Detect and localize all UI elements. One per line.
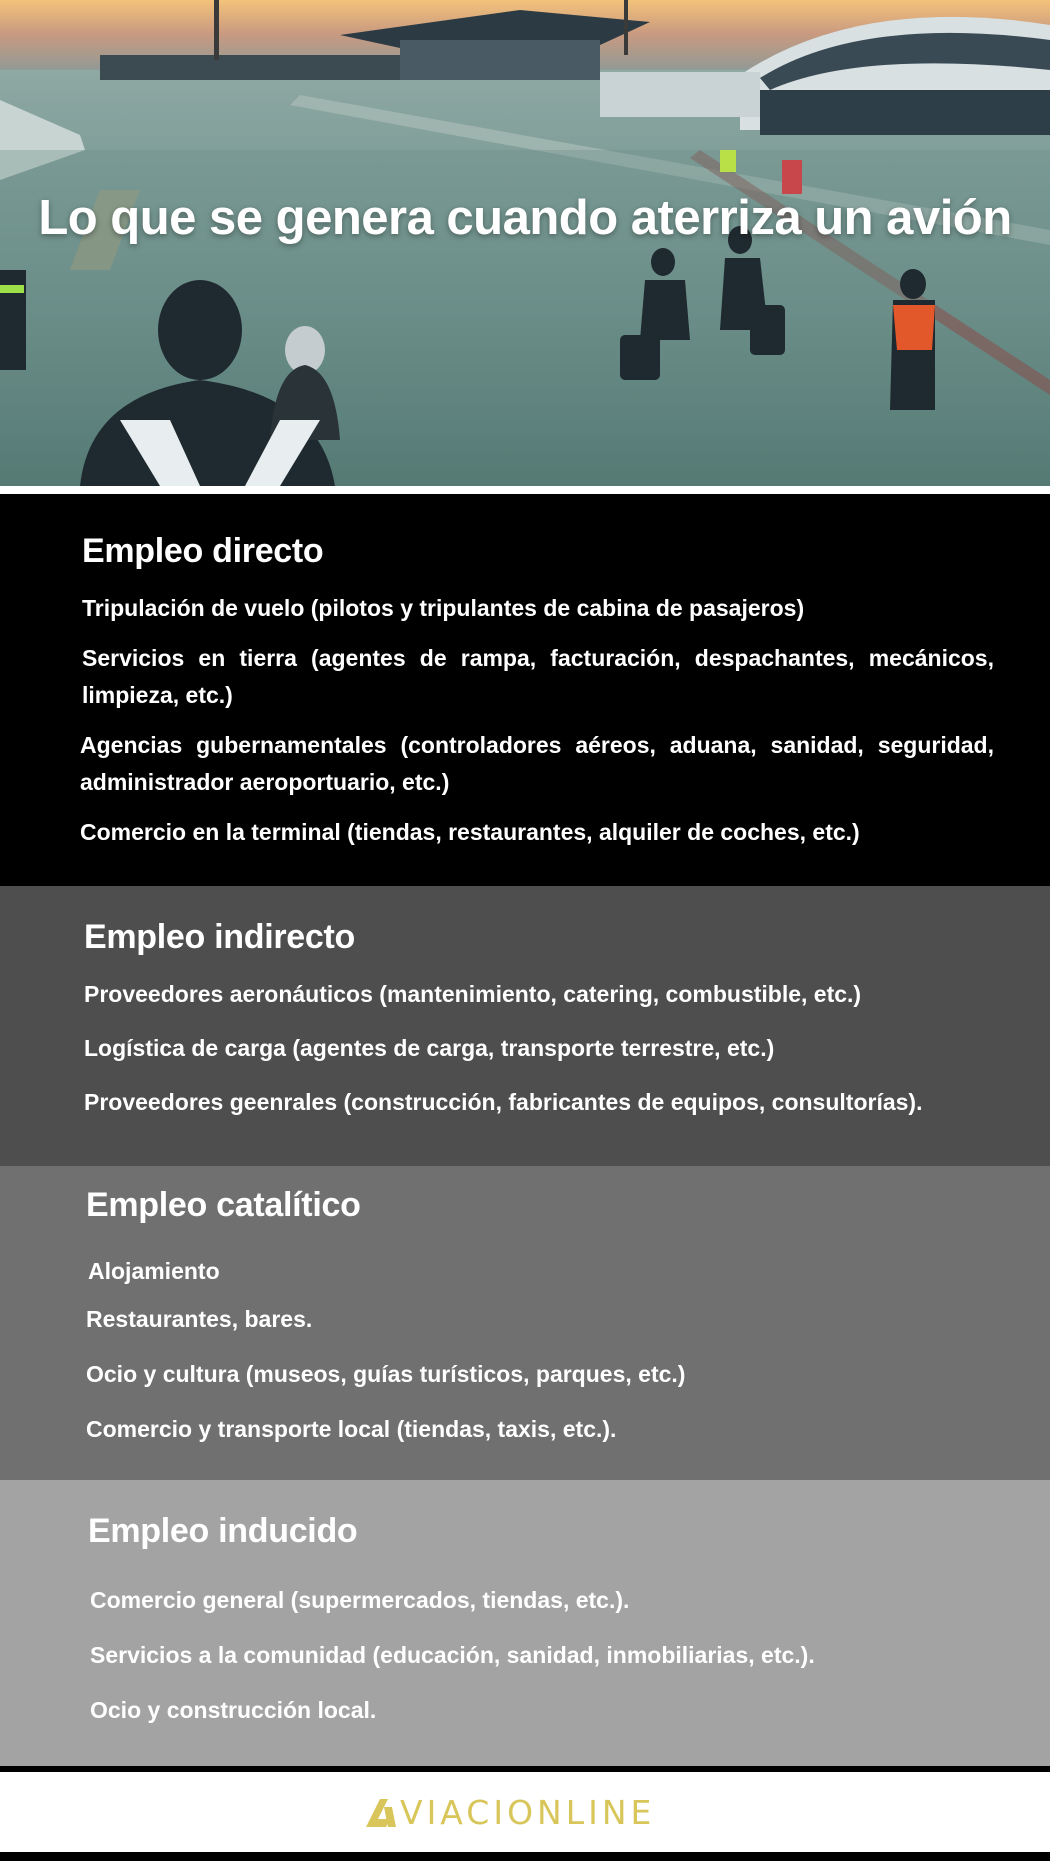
list-item: Comercio en la terminal (tiendas, restaurantes, alquiler de coches, etc.) (80, 819, 860, 845)
section-direct-employment (0, 494, 1050, 886)
list-item: Agencias gubernamentales (controladores aéreos, aduana, sanidad, seguridad, administrador aeroportuario, etc.) (80, 732, 994, 795)
list-item: Servicios a la comunidad (educación, sanidad, inmobiliarias, etc.). (90, 1642, 815, 1668)
section-heading: Empleo inducido (88, 1512, 358, 1550)
list-item: Proveedores aeronáuticos (mantenimiento, catering, combustible, etc.) (84, 981, 862, 1007)
list-item: Ocio y cultura (museos, guías turísticos, parques, etc.) (86, 1361, 686, 1387)
list-item: Logística de carga (agentes de carga, transporte terrestre, etc.) (84, 1035, 775, 1061)
list-item: Tripulación de vuelo (pilotos y tripulantes de cabina de pasajeros) (82, 595, 805, 621)
section-heading: Empleo directo (82, 532, 324, 570)
list-item: Alojamiento (88, 1258, 220, 1284)
list-item: Restaurantes, bares. (86, 1306, 313, 1332)
hero-airport-photo (0, 0, 1050, 486)
list-item: Comercio y transporte local (tiendas, taxis, etc.). (86, 1416, 617, 1442)
section-indirect-employment (0, 886, 1050, 1166)
section-catalytic-employment (0, 1166, 1050, 1480)
brand-logo (364, 1792, 655, 1832)
list-item: Ocio y construcción local. (90, 1697, 377, 1723)
list-item: Servicios en tierra (agentes de rampa, facturación, despachantes, mecánicos, limpieza, etc.) (82, 645, 994, 708)
list-item: Comercio general (supermercados, tiendas, etc.). (90, 1587, 630, 1613)
brand-name: VIACIONLINE (400, 1792, 656, 1832)
list-item: Proveedores geenrales (construcción, fabricantes de equipos, consultorías). (84, 1089, 923, 1115)
section-heading: Empleo catalítico (86, 1186, 361, 1224)
section-induced-employment (0, 1480, 1050, 1766)
stylized-a-logo-icon (364, 1797, 398, 1827)
footer (0, 1772, 1050, 1852)
page-title: Lo que se genera cuando aterriza un avión (38, 191, 1012, 245)
section-heading: Empleo indirecto (84, 918, 356, 956)
hero-divider (0, 486, 1050, 494)
footer-bottom-border (0, 1852, 1050, 1861)
